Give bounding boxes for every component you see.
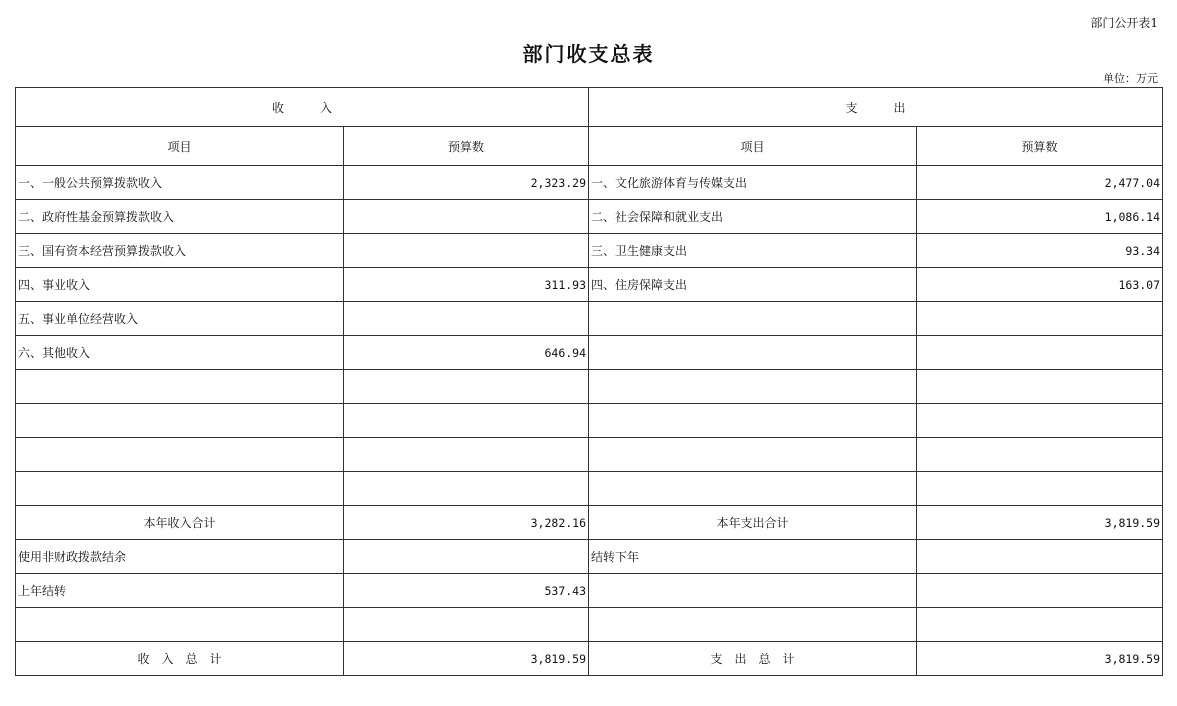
year-income-total-label: 本年收入合计 — [16, 506, 344, 540]
grand-total-row — [16, 642, 1163, 676]
expense-value-cell — [917, 438, 1163, 472]
income-value-cell: 537.43 — [344, 574, 589, 608]
income-item-cell — [16, 438, 344, 472]
year-total-row — [16, 506, 1163, 540]
table-row — [16, 438, 1163, 472]
income-value-cell — [344, 608, 589, 642]
income-item-header: 项目 — [16, 127, 344, 166]
expense-group-header: 支 出 — [589, 88, 1163, 127]
income-budget-header: 预算数 — [344, 127, 589, 166]
income-group-header: 收 入 — [16, 88, 589, 127]
page-title: 部门收支总表 — [522, 42, 655, 66]
expense-value-cell — [917, 472, 1163, 506]
income-grand-total-label: 收 入 总 计 — [16, 642, 344, 676]
expense-item-cell — [589, 302, 917, 336]
expense-value-cell: 2,477.04 — [917, 166, 1163, 200]
income-grand-total-value: 3,819.59 — [344, 642, 589, 676]
expense-value-cell: 93.34 — [917, 234, 1163, 268]
expense-item-cell — [589, 472, 917, 506]
table-row — [16, 472, 1163, 506]
expense-budget-header: 预算数 — [917, 127, 1163, 166]
income-item-cell — [16, 608, 344, 642]
income-item-cell: 上年结转 — [16, 574, 344, 608]
year-income-total-value: 3,282.16 — [344, 506, 589, 540]
income-item-cell: 六、其他收入 — [16, 336, 344, 370]
expense-value-cell — [917, 302, 1163, 336]
income-value-cell — [344, 404, 589, 438]
year-expense-total-value: 3,819.59 — [917, 506, 1163, 540]
column-header-row — [16, 127, 1163, 166]
expense-grand-total-label: 支 出 总 计 — [589, 642, 917, 676]
expense-item-cell — [589, 438, 917, 472]
expense-value-cell — [917, 370, 1163, 404]
group-header-row — [16, 88, 1163, 127]
income-value-cell — [344, 370, 589, 404]
expense-item-cell: 三、卫生健康支出 — [589, 234, 917, 268]
table-row — [16, 166, 1163, 200]
income-value-cell — [344, 200, 589, 234]
budget-table — [15, 87, 1163, 676]
form-number: 部门公开表1 — [1090, 16, 1158, 30]
income-item-cell — [16, 404, 344, 438]
income-value-cell — [344, 438, 589, 472]
year-expense-total-label: 本年支出合计 — [589, 506, 917, 540]
income-item-cell: 一、一般公共预算拨款收入 — [16, 166, 344, 200]
income-value-cell — [344, 472, 589, 506]
expense-item-cell — [589, 608, 917, 642]
income-item-cell: 五、事业单位经营收入 — [16, 302, 344, 336]
table-row — [16, 404, 1163, 438]
expense-grand-total-value: 3,819.59 — [917, 642, 1163, 676]
expense-item-cell: 结转下年 — [589, 540, 917, 574]
expense-value-cell — [917, 608, 1163, 642]
income-value-cell: 311.93 — [344, 268, 589, 302]
income-item-cell — [16, 472, 344, 506]
income-value-cell — [344, 302, 589, 336]
income-item-cell: 二、政府性基金预算拨款收入 — [16, 200, 344, 234]
income-value-cell: 646.94 — [344, 336, 589, 370]
table-row — [16, 336, 1163, 370]
expense-item-cell — [589, 336, 917, 370]
income-value-cell — [344, 234, 589, 268]
table-row — [16, 540, 1163, 574]
expense-item-cell: 一、文化旅游体育与传媒支出 — [589, 166, 917, 200]
income-item-cell: 四、事业收入 — [16, 268, 344, 302]
expense-value-cell — [917, 404, 1163, 438]
expense-value-cell: 1,086.14 — [917, 200, 1163, 234]
table-row — [16, 234, 1163, 268]
table-row — [16, 608, 1163, 642]
table-row — [16, 200, 1163, 234]
expense-value-cell: 163.07 — [917, 268, 1163, 302]
unit-label: 单位：万元 — [1103, 72, 1158, 85]
income-item-cell: 使用非财政拨款结余 — [16, 540, 344, 574]
income-value-cell: 2,323.29 — [344, 166, 589, 200]
expense-item-cell: 四、住房保障支出 — [589, 268, 917, 302]
table-row — [16, 268, 1163, 302]
expense-value-cell — [917, 540, 1163, 574]
expense-item-cell: 二、社会保障和就业支出 — [589, 200, 917, 234]
expense-value-cell — [917, 574, 1163, 608]
table-row — [16, 574, 1163, 608]
income-value-cell — [344, 540, 589, 574]
income-item-cell — [16, 370, 344, 404]
table-row — [16, 370, 1163, 404]
income-item-cell: 三、国有资本经营预算拨款收入 — [16, 234, 344, 268]
expense-item-cell — [589, 574, 917, 608]
expense-item-cell — [589, 404, 917, 438]
expense-item-header: 项目 — [589, 127, 917, 166]
expense-value-cell — [917, 336, 1163, 370]
expense-item-cell — [589, 370, 917, 404]
table-row — [16, 302, 1163, 336]
